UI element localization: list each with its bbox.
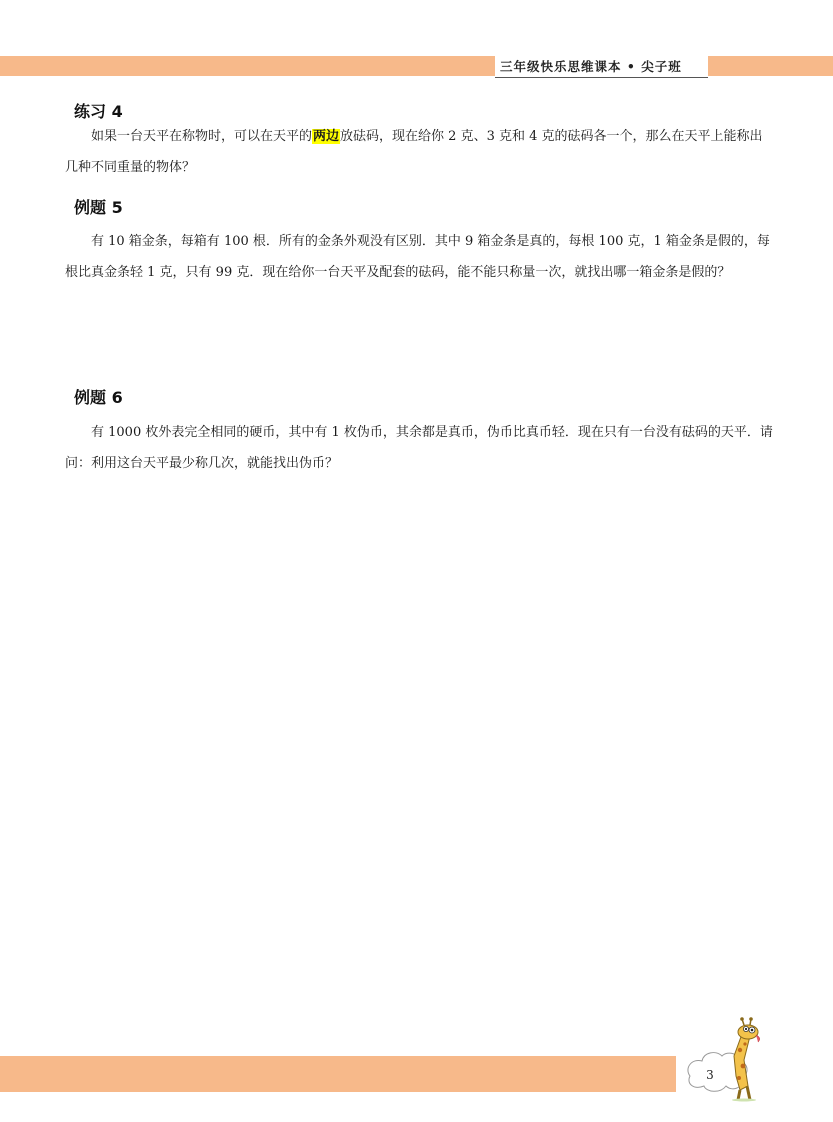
exercise-4-text-part2: 放砝码，现在给你 2 克、3 克和 4 克的砝码各一个，那么在天平上能称出几种不同重量的物体？ (65, 129, 763, 175)
header-band-left (0, 56, 495, 76)
exercise-4-text (65, 121, 775, 183)
example-5-heading: 例题 5 (74, 198, 123, 217)
header-underline (495, 77, 708, 78)
giraffe-on-cloud-icon (682, 1016, 786, 1102)
example-6-heading: 例题 6 (74, 388, 123, 407)
exercise-4-text-part1: 如果一台天平在称物时，可以在天平的 (91, 129, 313, 144)
example-6-text (65, 417, 775, 479)
example-5-text (65, 226, 775, 288)
example-6-paragraph: 有 1000 枚外表完全相同的硬币，其中有 1 枚伪币，其余都是真币，伪币比真币轻．现在只有一台没有砝码的天平．请问：利用这台天平最少称几次，就能找出伪币？ (65, 425, 773, 471)
highlighted-term: 两边 (313, 129, 340, 144)
exercise-4-heading: 练习 4 (74, 102, 123, 121)
example-5-paragraph: 有 10 箱金条，每箱有 100 根．所有的金条外观没有区别．其中 9 箱金条是真的，每根 100 克，1 箱金条是假的，每根比真金条轻 1 克，只有 99 克．现在给你一台天平及配套的砝码，能不能只称量一次，就找出哪一箱金条是假的？ (65, 234, 770, 280)
footer-band (0, 1056, 676, 1092)
header-band-right (708, 56, 833, 76)
book-title: 三年级快乐思维课本 • 尖子班 (500, 59, 682, 74)
page-number: 3 (706, 1068, 714, 1082)
